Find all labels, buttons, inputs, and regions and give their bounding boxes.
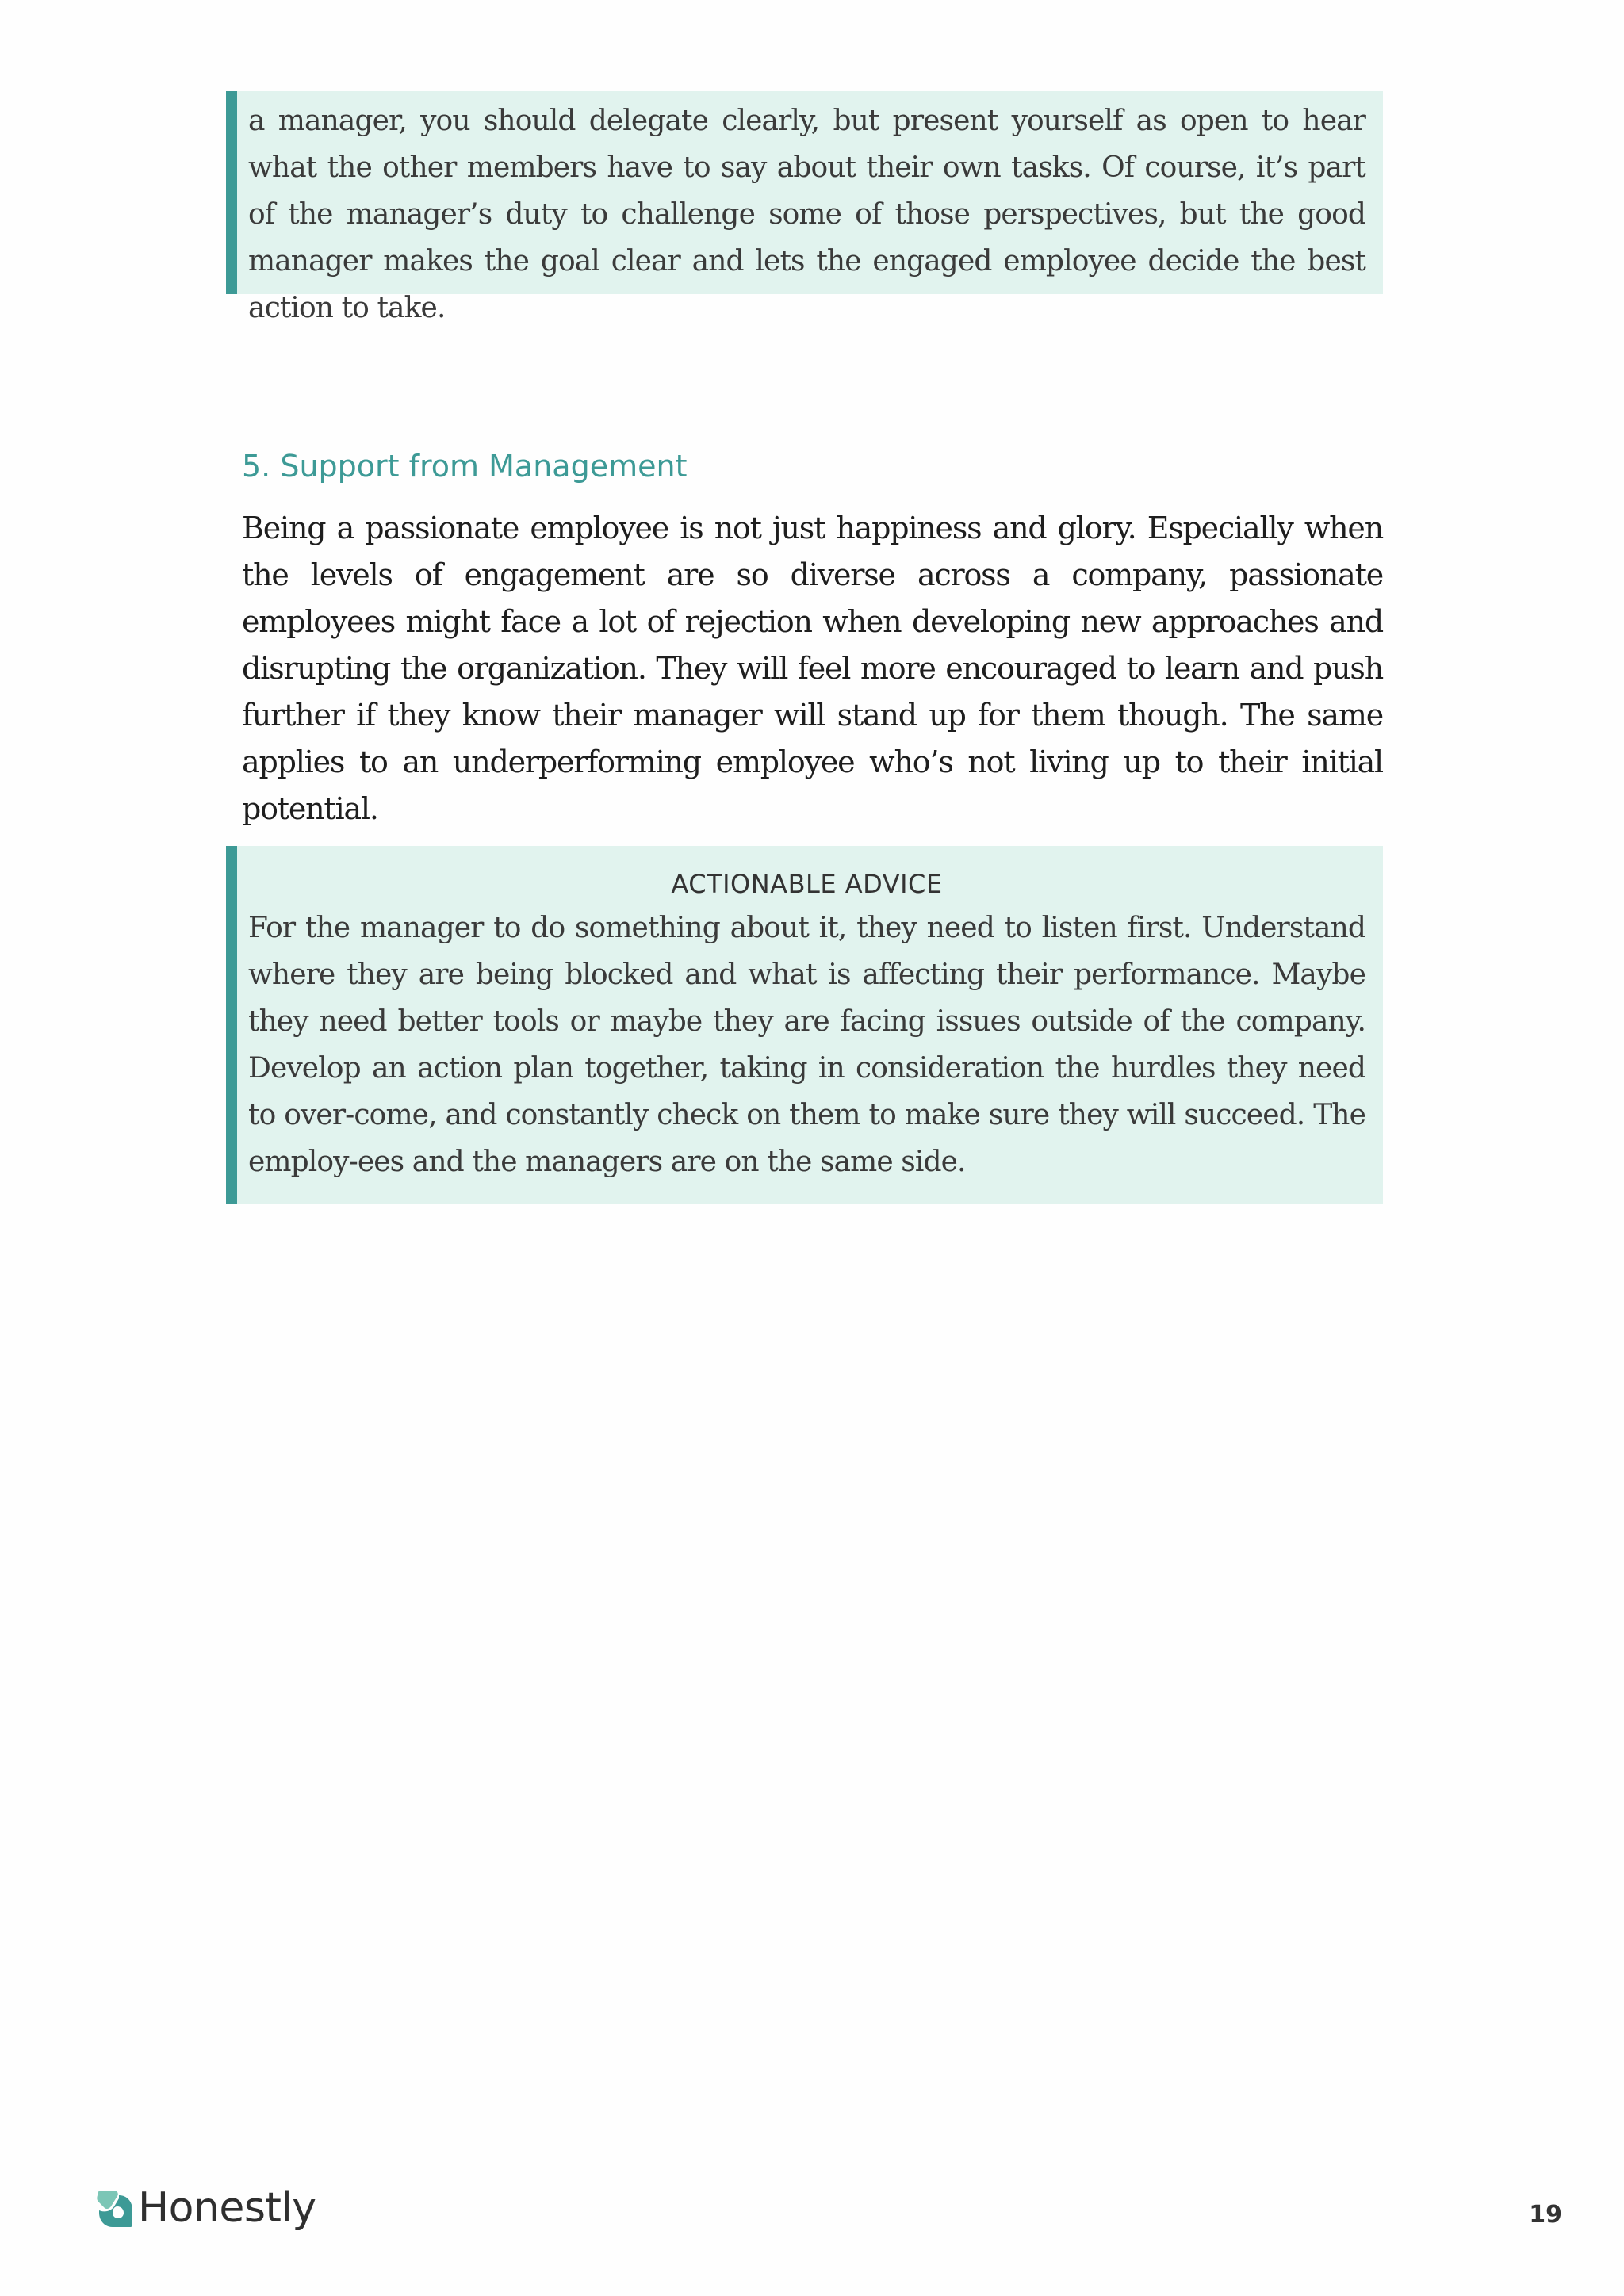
actionable-advice-heading: ACTIONABLE ADVICE (671, 869, 943, 899)
actionable-advice-text: For the manager to do something about it, they need to listen first. Understand where they are being blocked and what is affecting their performance. Maybe they need better tools or maybe they are facing issues outside of the company. Develop an action plan together, taking in consideration the hurdles they need to over-come, and constantly check on them to make sure they will succeed. The employ-ees and the managers are on the same side. (248, 912, 1365, 1178)
honestly-logo-icon (97, 2189, 133, 2227)
page-number: 19 (1529, 2201, 1562, 2229)
section-body-text: Being a passionate employee is not just happiness and glory. Especially when the levels of engagement are so diverse across a company, passionate employees might face a lot of rejection when developing new approaches and disrupting the organization. They will feel more encouraged to learn and push further if they know their manager will stand up for them though. The same applies to an underperforming employee who’s not living up to their initial potential. (242, 511, 1383, 826)
callout-continued-text: a manager, you should delegate clearly, but present yourself as open to hear what the other members have to say about their own tasks. Of course, it’s part of the manager’s duty to challenge some of those perspectives, but the good manager makes the goal clear and lets the engaged employee decide the best action to take. (248, 105, 1365, 324)
actionable-advice-callout (226, 846, 1383, 1204)
brand-name: Honestly (138, 2184, 316, 2232)
callout-continued (226, 91, 1383, 324)
section-heading: 5. Support from Management (242, 449, 688, 484)
footer-logo (97, 2184, 316, 2232)
